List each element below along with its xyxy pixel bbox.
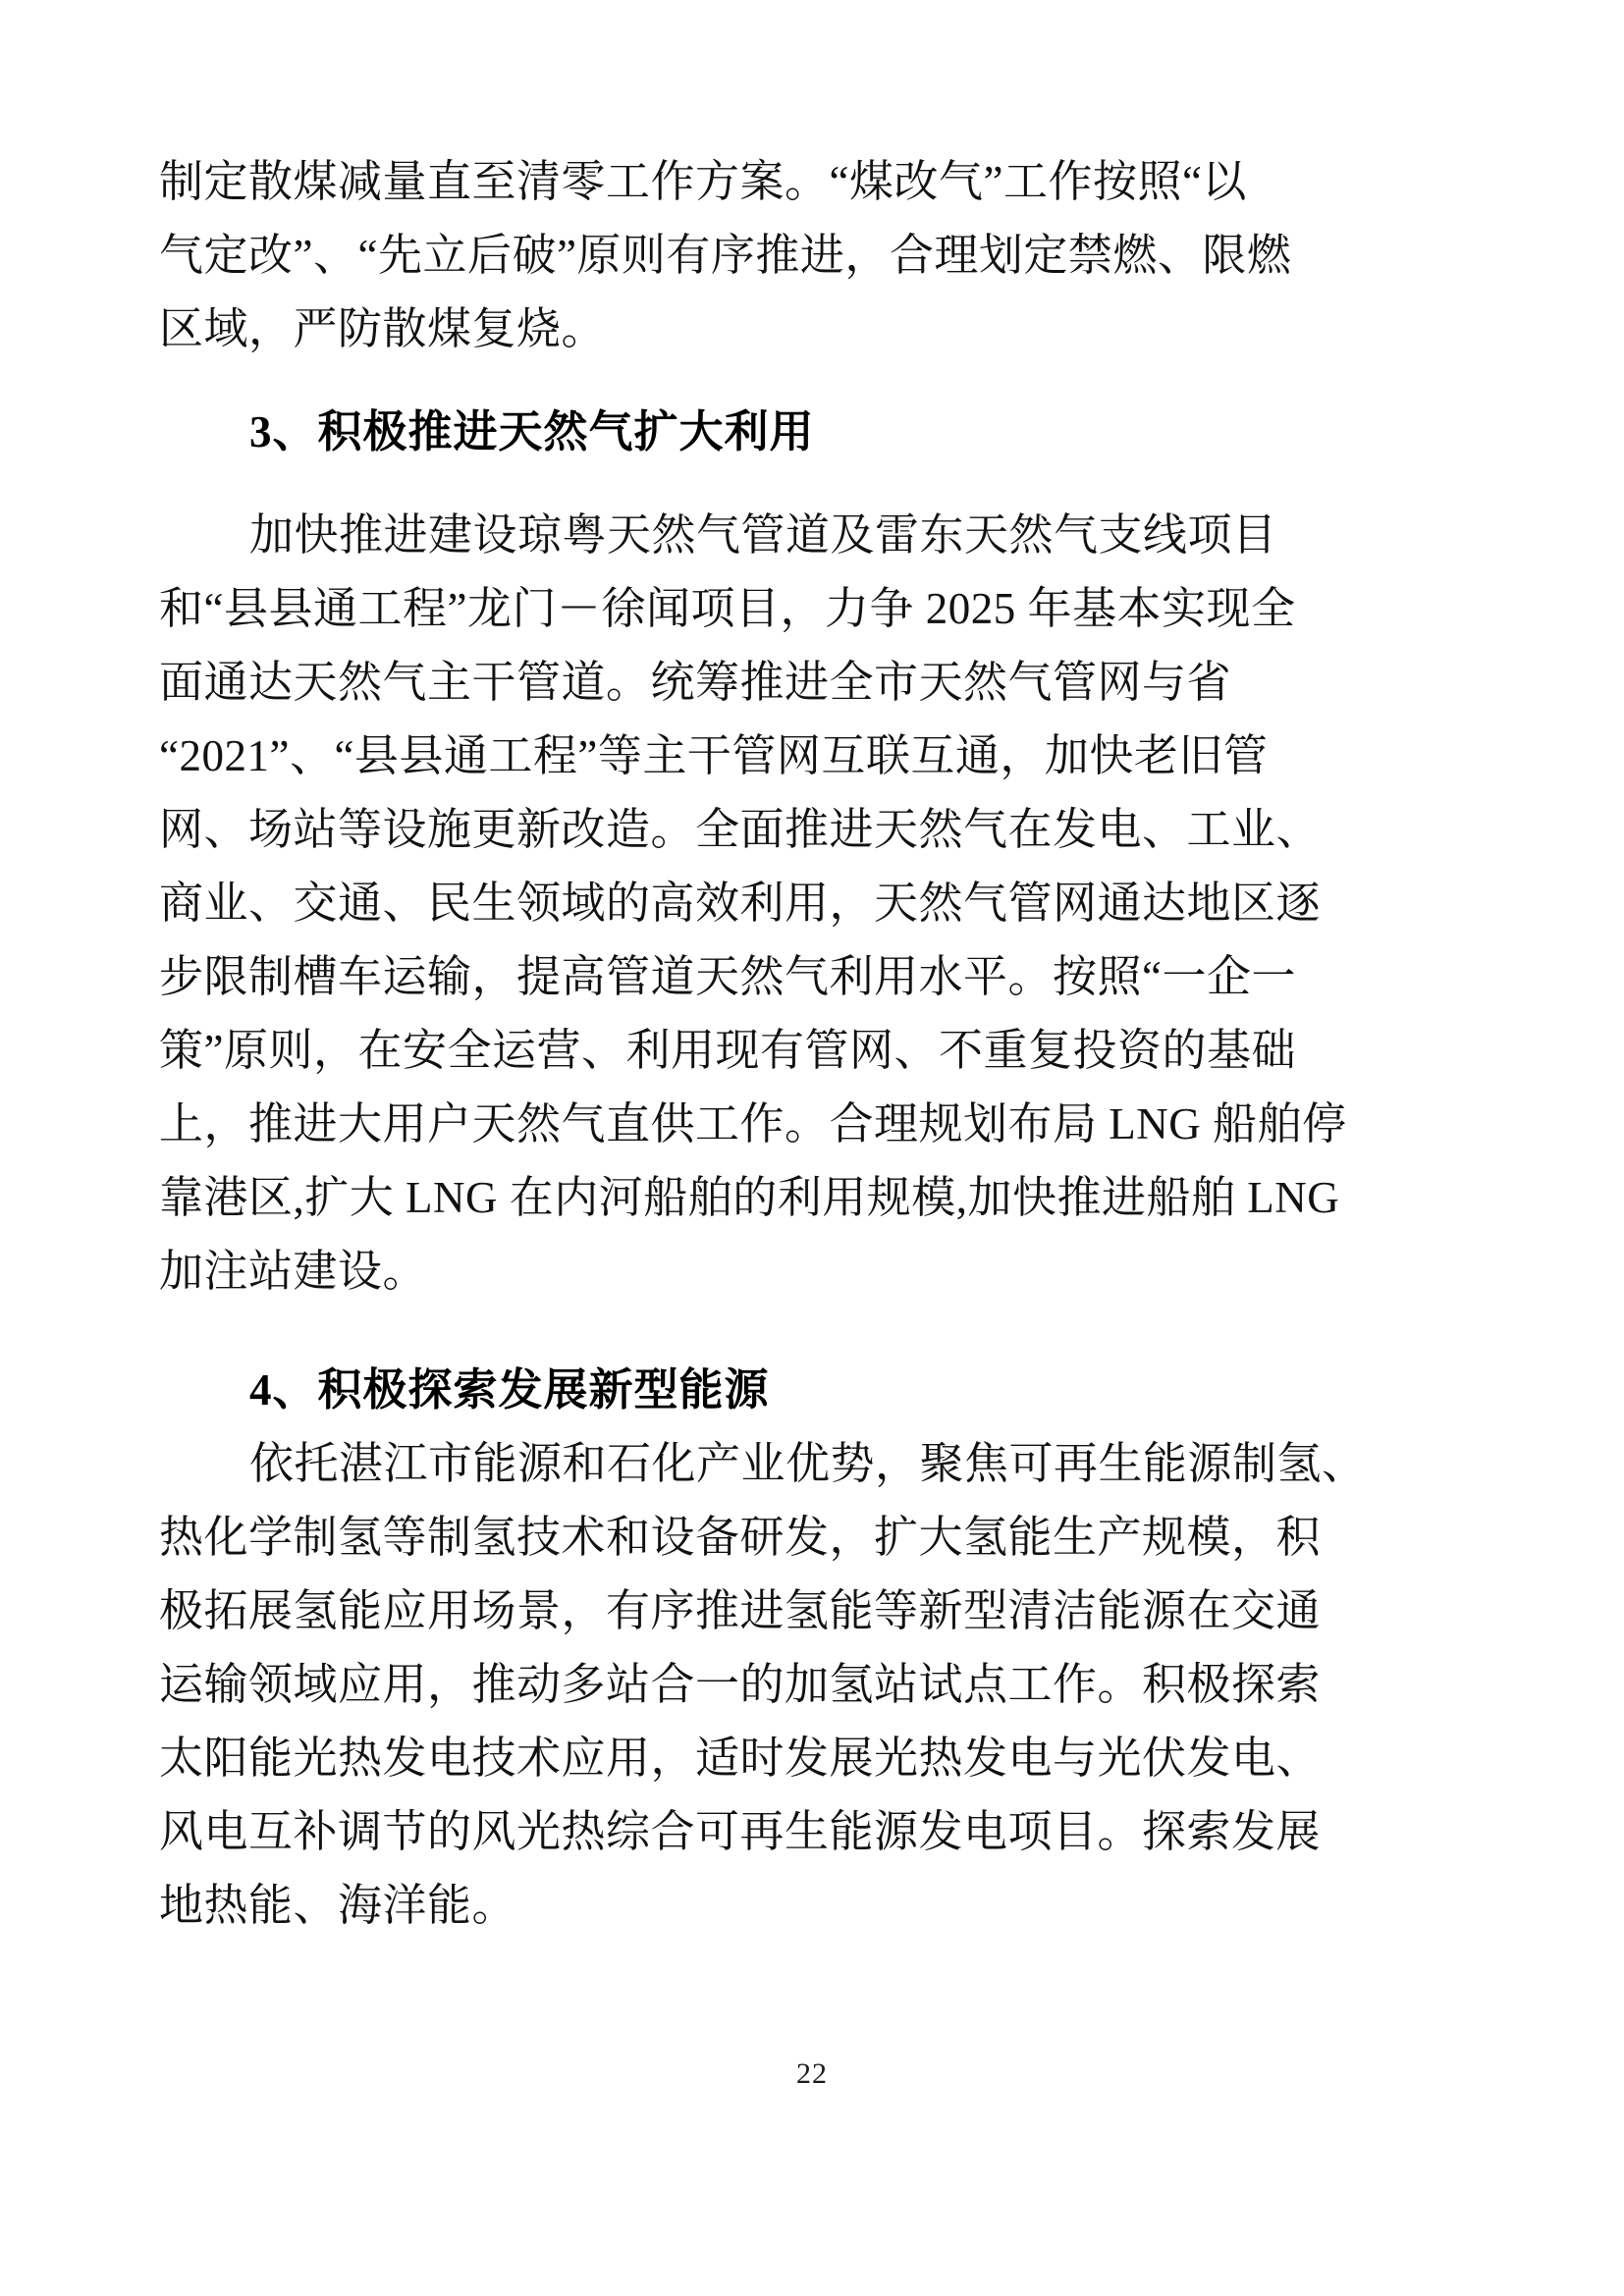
- text-line: 依托湛江市能源和石化产业优势，聚焦可再生能源制氢、: [249, 1439, 1367, 1488]
- spacer: [159, 366, 1465, 396]
- text-line: 太阳能光热发电技术应用，适时发展光热发电与光伏发电、: [159, 1734, 1322, 1783]
- text-line: 区域，严防散煤复烧。: [159, 304, 607, 353]
- paragraph-natural-gas: [159, 499, 1465, 1308]
- paragraph-new-energy: [159, 1427, 1465, 1943]
- text-line: 加快推进建设琼粤天然气管道及雷东天然气支线项目: [249, 510, 1277, 560]
- page-number: 22: [796, 2057, 828, 2090]
- text-line: 运输领域应用，推动多站合一的加氢站试点工作。积极探索: [159, 1660, 1322, 1709]
- text-line: 极拓展氢能应用场景，有序推进氢能等新型清洁能源在交通: [159, 1586, 1322, 1635]
- text-line: 制定散煤减量直至清零工作方案。“煤改气”工作按照“以: [159, 157, 1247, 206]
- spacer: [159, 469, 1465, 499]
- paragraph-coal-reduction: [159, 145, 1465, 366]
- text-line: 靠港区,扩大 LNG 在内河船舶的利用规模,加快推进船舶 LNG: [159, 1173, 1340, 1222]
- text-line: 上，推进大用户天然气直供工作。合理规划布局 LNG 船舶停: [159, 1099, 1347, 1148]
- text-line: “2021”、“县县通工程”等主干管网互联互通，加快老旧管: [159, 731, 1269, 780]
- page-content: [159, 145, 1465, 1943]
- text-line: 网、场站等设施更新改造。全面推进天然气在发电、工业、: [159, 805, 1322, 854]
- text-line: 商业、交通、民生领域的高效利用，天然气管网通达地区逐: [159, 879, 1322, 928]
- text-line: 气定改”、“先立后破”原则有序推进，合理划定禁燃、限燃: [159, 231, 1292, 280]
- text-line: 加注站建设。: [159, 1247, 428, 1296]
- text-line: 风电互补调节的风光热综合可再生能源发电项目。探索发展: [159, 1807, 1322, 1856]
- spacer: [159, 1308, 1465, 1354]
- text-line: 步限制槽车运输，提高管道天然气利用水平。按照“一企一: [159, 952, 1296, 1001]
- text-line: 面通达天然气主干管道。统筹推进全市天然气管网与省: [159, 658, 1232, 707]
- text-line: 地热能、海洋能。: [159, 1881, 517, 1930]
- section-heading-3: 3、积极推进天然气扩大利用: [249, 407, 815, 456]
- section-heading-4: 4、积极探索发展新型能源: [249, 1365, 770, 1415]
- text-line: 热化学制氢等制氢技术和设备研发，扩大氢能生产规模，积: [159, 1513, 1322, 1562]
- text-line: 策”原则，在安全运营、利用现有管网、不重复投资的基础: [159, 1026, 1296, 1075]
- text-line: 和“县县通工程”龙门－徐闻项目，力争 2025 年基本实现全: [159, 584, 1296, 633]
